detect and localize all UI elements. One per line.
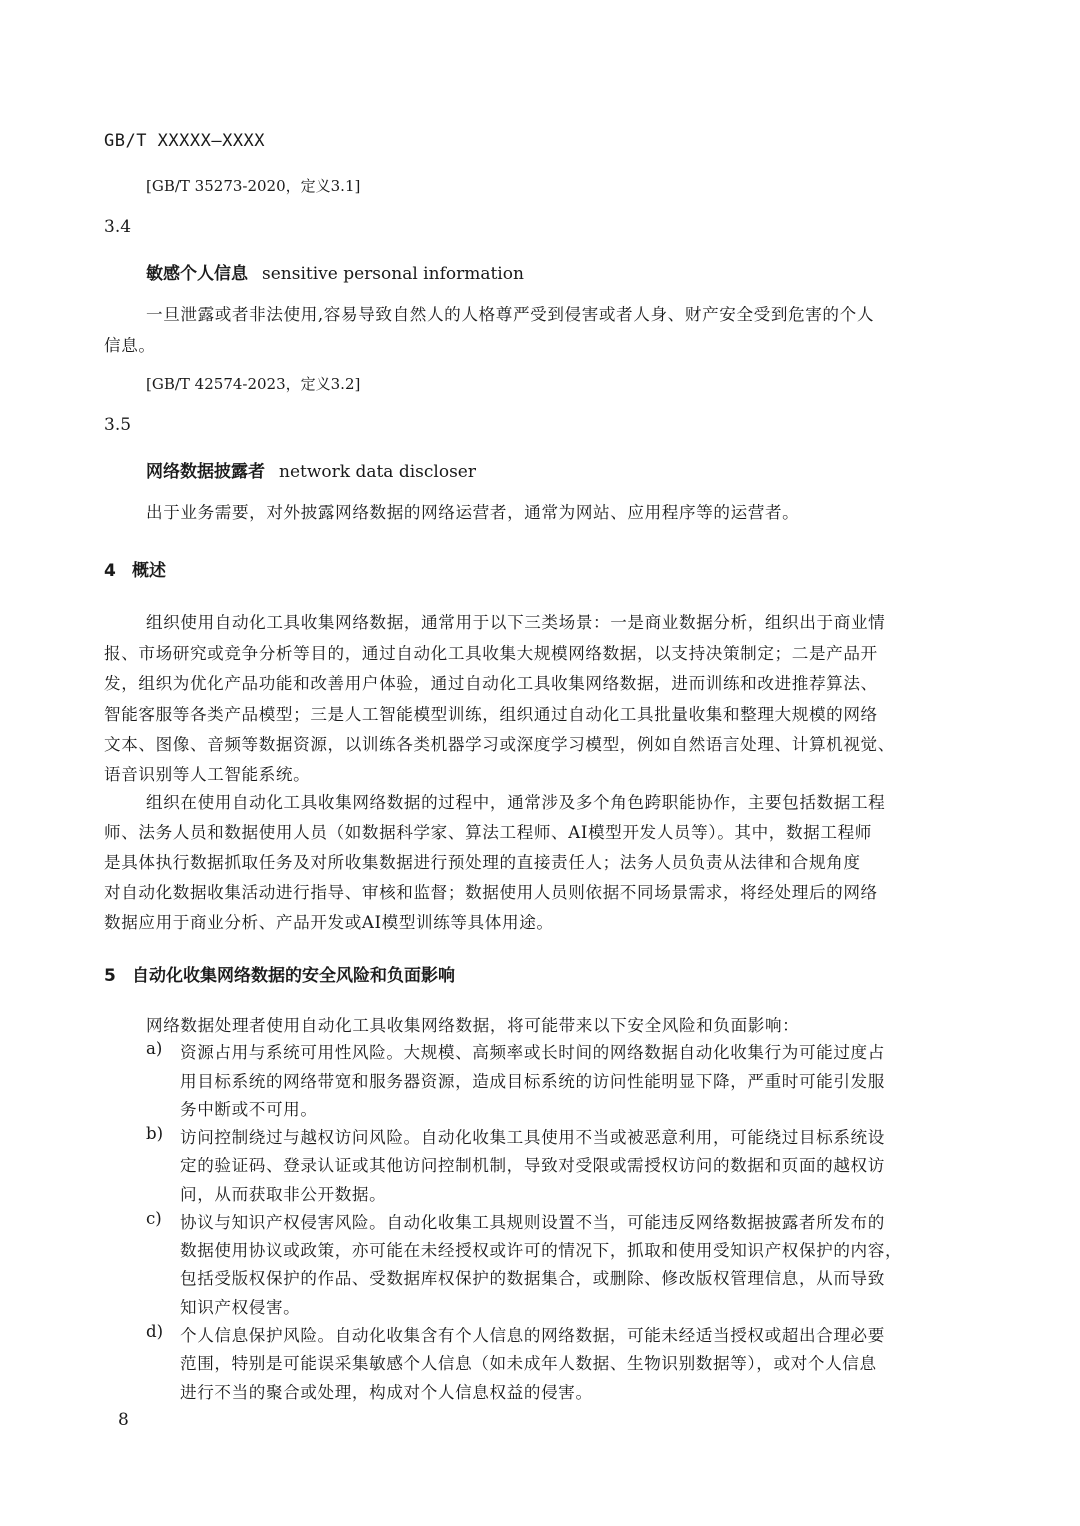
term-name-cn: 敏感个人信息 xyxy=(146,264,248,284)
list-item-label: b) xyxy=(146,1124,164,1143)
paragraph-line: 发，组织为优化产品功能和改善用户体验，通过自动化工具收集网络数据，进而训练和改进推荐算法、 xyxy=(104,674,878,693)
source-reference-3-1: [GB/T 35273-2020，定义3.1] xyxy=(146,177,361,195)
section-heading-4 xyxy=(104,556,166,581)
term-number-3-4: 3.4 xyxy=(104,217,132,237)
term-title-3-5 xyxy=(146,457,476,482)
list-item-line: 个人信息保护风险。自动化收集含有个人信息的网络数据，可能未经适当授权或超出合理必要 xyxy=(180,1326,885,1345)
list-item-line: 用目标系统的网络带宽和服务器资源，造成目标系统的访问性能明显下降，严重时可能引发服 xyxy=(180,1072,885,1091)
list-item-line: 数据使用协议或政策，亦可能在未经授权或许可的情况下，抓取和使用受知识产权保护的内容， xyxy=(180,1241,903,1260)
definition-line: 信息。 xyxy=(104,336,156,355)
list-item-label: c) xyxy=(146,1209,162,1228)
list-item-label: a) xyxy=(146,1039,163,1058)
section-title: 概述 xyxy=(132,561,166,581)
paragraph-line: 是具体执行数据抓取任务及对所收集数据进行预处理的直接责任人；法务人员负责从法律和合规角度 xyxy=(104,853,861,872)
list-item-label: d) xyxy=(146,1322,164,1341)
section-title: 自动化收集网络数据的安全风险和负面影响 xyxy=(132,966,455,986)
section-number: 5 xyxy=(104,966,116,986)
term-name-en: sensitive personal information xyxy=(262,264,524,284)
term-number-3-5: 3.5 xyxy=(104,415,132,435)
list-item-line: 协议与知识产权侵害风险。自动化收集工具规则设置不当，可能违反网络数据披露者所发布的 xyxy=(180,1213,885,1232)
section-number: 4 xyxy=(104,561,116,581)
term-name-cn: 网络数据披露者 xyxy=(146,462,265,482)
page-number: 8 xyxy=(118,1410,129,1430)
section-intro: 网络数据处理者使用自动化工具收集网络数据，将可能带来以下安全风险和负面影响： xyxy=(146,1016,800,1035)
section-heading-5 xyxy=(104,961,455,986)
standard-code-header: GB/T XXXXX—XXXX xyxy=(104,131,266,151)
paragraph-line: 数据应用于商业分析、产品开发或AI模型训练等具体用途。 xyxy=(104,913,554,932)
paragraph-line: 智能客服等各类产品模型；三是人工智能模型训练，组织通过自动化工具批量收集和整理大规模的网络 xyxy=(104,705,878,724)
paragraph-line: 组织使用自动化工具收集网络数据，通常用于以下三类场景：一是商业数据分析，组织出于商业情 xyxy=(146,613,886,632)
source-reference-3-2: [GB/T 42574-2023，定义3.2] xyxy=(146,375,361,393)
list-item-line: 资源占用与系统可用性风险。大规模、高频率或长时间的网络数据自动化收集行为可能过度占 xyxy=(180,1043,885,1062)
list-item-line: 访问控制绕过与越权访问风险。自动化收集工具使用不当或被恶意利用，可能绕过目标系统设 xyxy=(180,1128,885,1147)
list-item-line: 进行不当的聚合或处理，构成对个人信息权益的侵害。 xyxy=(180,1383,593,1402)
list-item-line: 包括受版权保护的作品、受数据库权保护的数据集合，或删除、修改版权管理信息，从而导致 xyxy=(180,1269,885,1288)
paragraph-line: 组织在使用自动化工具收集网络数据的过程中，通常涉及多个角色跨职能协作，主要包括数据工程 xyxy=(146,793,886,812)
paragraph-line: 师、法务人员和数据使用人员（如数据科学家、算法工程师、AI模型开发人员等）。其中，数据工程师 xyxy=(104,823,872,842)
term-title-3-4 xyxy=(146,259,524,284)
paragraph-line: 语音识别等人工智能系统。 xyxy=(104,765,311,784)
term-name-en: network data discloser xyxy=(279,462,476,482)
list-item-line: 知识产权侵害。 xyxy=(180,1298,301,1317)
list-item-line: 问，从而获取非公开数据。 xyxy=(180,1185,387,1204)
paragraph-line: 报、市场研究或竞争分析等目的，通过自动化工具收集大规模网络数据，以支持决策制定；二是产品开 xyxy=(104,644,878,663)
definition-line: 一旦泄露或者非法使用,容易导致自然人的人格尊严受到侵害或者人身、财产安全受到危害的个人 xyxy=(146,305,875,324)
definition-text: 出于业务需要，对外披露网络数据的网络运营者，通常为网站、应用程序等的运营者。 xyxy=(146,503,800,522)
paragraph-line: 对自动化数据收集活动进行指导、审核和监督；数据使用人员则依据不同场景需求，将经处理后的网络 xyxy=(104,883,878,902)
list-item-line: 范围，特别是可能误采集敏感个人信息（如未成年人数据、生物识别数据等），或对个人信息 xyxy=(180,1354,877,1373)
paragraph-line: 文本、图像、音频等数据资源，以训练各类机器学习或深度学习模型，例如自然语言处理、计算机视觉、 xyxy=(104,735,895,754)
list-item-line: 定的验证码、登录认证或其他访问控制机制，导致对受限或需授权访问的数据和页面的越权访 xyxy=(180,1156,885,1175)
list-item-line: 务中断或不可用。 xyxy=(180,1100,318,1119)
